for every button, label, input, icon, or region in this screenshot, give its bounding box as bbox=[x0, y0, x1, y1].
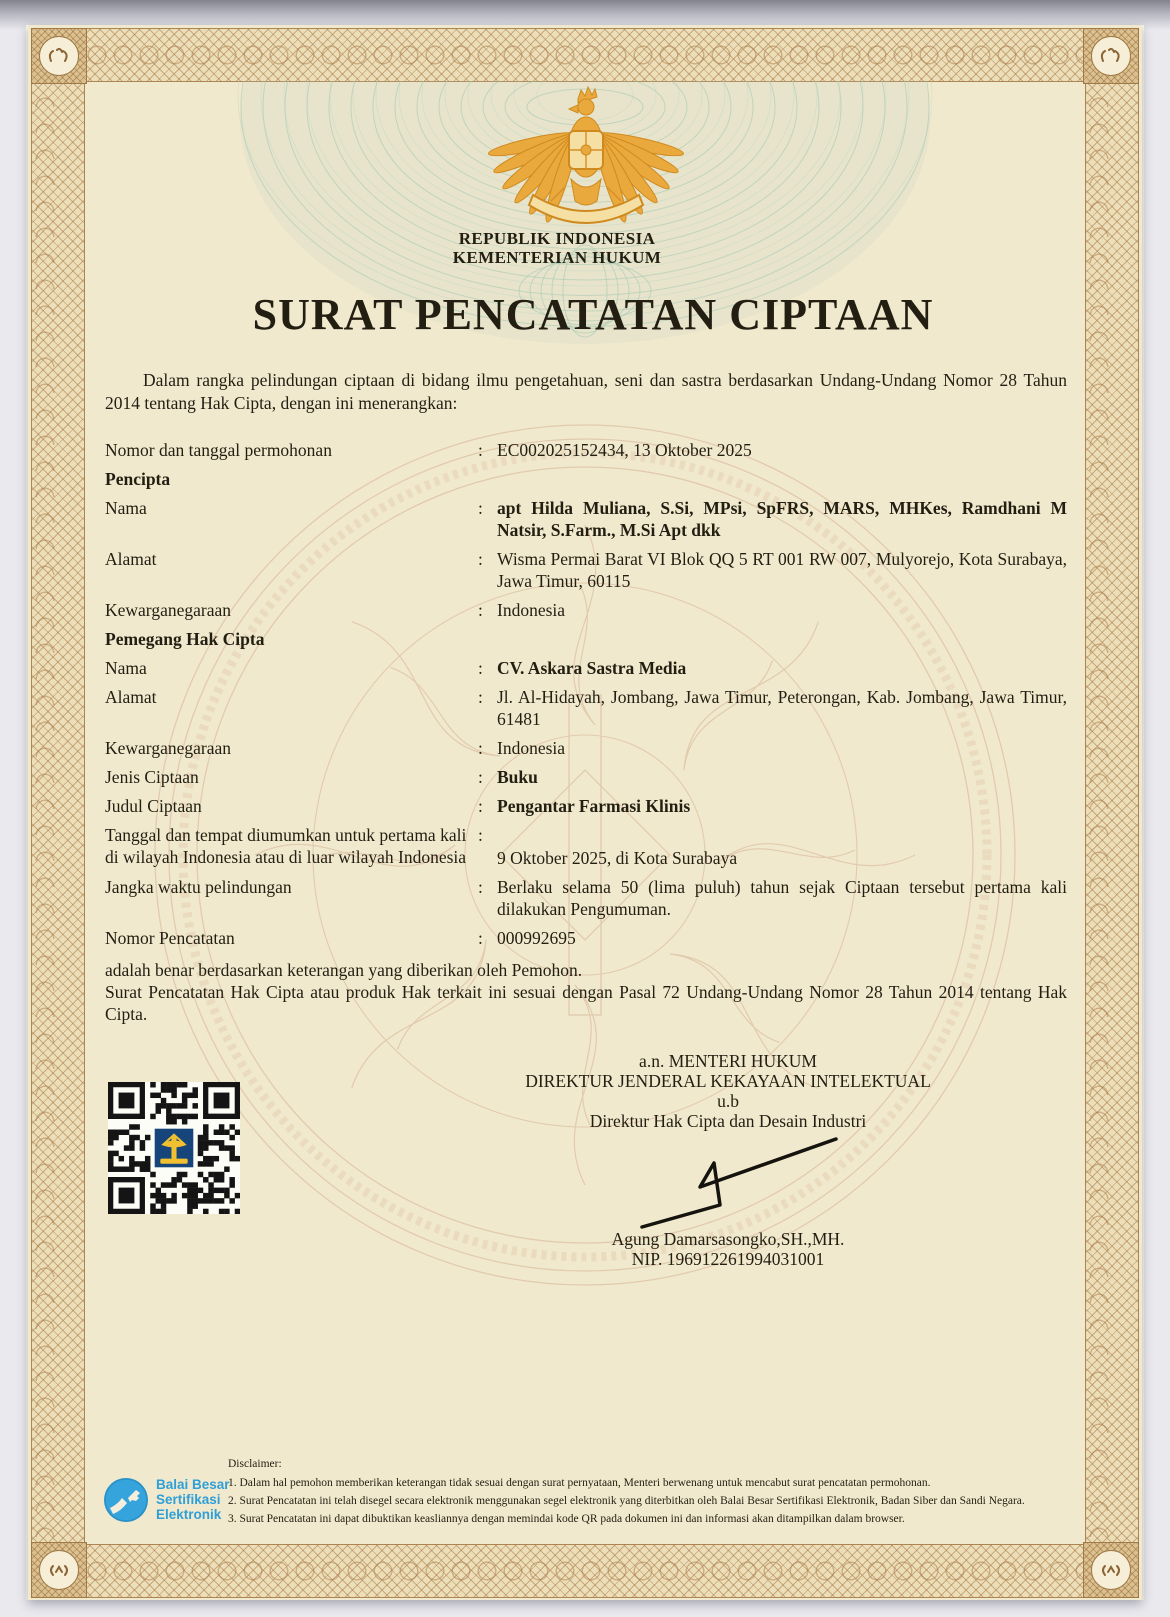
ministry-line: KEMENTERIAN HUKUM bbox=[452, 248, 662, 267]
border-frame-top bbox=[31, 28, 1139, 82]
signature-scribble bbox=[568, 1133, 888, 1229]
section-heading-pencipta: Pencipta bbox=[105, 469, 171, 489]
closing-line-2: Surat Pencatatan Hak Cipta atau produk Hak terkait ini sesuai dengan Pasal 72 Undang-Undang Nomor 28 Tahun 2014 tentang Hak Cipta. bbox=[105, 982, 1067, 1024]
bssn-globe-icon bbox=[104, 1478, 148, 1522]
field-row-creator-nationality: Kewarganegaraan : Indonesia bbox=[105, 600, 566, 620]
field-row-work-type: Jenis Ciptaan : Buku bbox=[105, 767, 538, 787]
field-row-holder-nationality: Kewarganegaraan : Indonesia bbox=[105, 738, 566, 758]
fields-table bbox=[105, 439, 1067, 1025]
signer-name: Agung Damarsasongko,SH.,MH. bbox=[611, 1229, 845, 1249]
corner-medallion bbox=[1083, 1542, 1139, 1598]
signature-block bbox=[408, 1051, 1048, 1269]
ub-line: u.b bbox=[717, 1091, 739, 1111]
field-row-first-publication: Tanggal dan tempat diumumkan untuk pertama kali di wilayah Indonesia atau di luar wilayah Indonesia : 9 Oktober 2025, di Kota Surabaya bbox=[105, 825, 738, 868]
corner-medallion bbox=[1083, 28, 1139, 84]
signer-nip: NIP. 196912261994031001 bbox=[631, 1249, 825, 1269]
section-heading-pemegang: Pemegang Hak Cipta bbox=[105, 629, 265, 649]
director-title-line: Direktur Hak Cipta dan Desain Industri bbox=[589, 1111, 867, 1131]
disclaimer-item-2: 2. Surat Pencatatan ini telah disegel secara elektronik menggunakan segel elektronik yang diterbitkan oleh Balai Besar Sertifikasi Elektronik, Badan Siber dan Sandi Negara. bbox=[228, 1495, 1025, 1507]
field-row-creator-name: Nama : apt Hilda Muliana, S.Si, MPsi, SpFRS, MARS, MHKes, Ramdhani M Natsir, S.Farm., M.Si Apt dkk bbox=[105, 498, 1067, 540]
field-row-protection-period: Jangka waktu pelindungan : Berlaku selama 50 (lima puluh) tahun sejak Ciptaan tersebut pertama kali dilakukan Pengumuman. bbox=[105, 877, 1067, 919]
field-row-holder-address: Alamat : Jl. Al-Hidayah, Jombang, Jawa Timur, Peterongan, Kab. Jombang, Jawa Timur, 61481 bbox=[105, 687, 1067, 729]
field-row-holder-name: Nama : CV. Askara Sastra Media bbox=[105, 658, 687, 678]
certificate-page bbox=[28, 25, 1142, 1600]
directorate-line: DIREKTUR JENDERAL KEKAYAAN INTELEKTUAL bbox=[525, 1071, 931, 1091]
corner-medallion bbox=[31, 1542, 87, 1598]
closing-line-1: adalah benar berdasarkan keterangan yang diberikan oleh Pemohon. bbox=[105, 960, 583, 980]
disclaimer-title: Disclaimer: bbox=[228, 1458, 282, 1470]
disclaimer-block bbox=[228, 1455, 1068, 1528]
field-row-application-number: Nomor dan tanggal permohonan : EC002025152434, 13 Oktober 2025 bbox=[105, 440, 752, 460]
field-row-registration-number: Nomor Pencatatan : 000992695 bbox=[105, 928, 576, 948]
bssn-logo bbox=[104, 1477, 230, 1522]
disclaimer-item-1: 1. Dalam hal pemohon memberikan keterangan tidak sesuai dengan surat pernyataan, Menteri berwenang untuk mencabut surat pencatatan permohonan. bbox=[228, 1477, 931, 1489]
field-row-creator-address: Alamat : Wisma Permai Barat VI Blok QQ 5 RT 001 RW 007, Mulyorejo, Kota Surabaya, Jawa Timur, 60115 bbox=[105, 549, 1067, 591]
on-behalf-line: a.n. MENTERI HUKUM bbox=[639, 1051, 817, 1071]
intro-paragraph: Dalam rangka pelindungan ciptaan di bidang ilmu pengetahuan, seni dan sastra berdasarkan Undang-Undang Nomor 28 Tahun 2014 tentang Hak Cipta, dengan ini menerangkan: bbox=[105, 370, 1067, 413]
certificate-title: SURAT PENCATATAN CIPTAAN bbox=[252, 290, 934, 339]
field-row-work-title: Judul Ciptaan : Pengantar Farmasi Klinis bbox=[105, 796, 691, 816]
republic-line: REPUBLIK INDONESIA bbox=[458, 229, 656, 248]
ministry-header bbox=[0, 229, 1114, 267]
border-frame-bottom bbox=[31, 1544, 1139, 1598]
disclaimer-item-3: 3. Surat Pencatatan ini dapat dibuktikan keasliannya dengan memindai kode QR pada dokumen ini dan informasi akan ditampilkan dalam browser. bbox=[228, 1513, 905, 1525]
closing-statement bbox=[105, 959, 1067, 1025]
corner-medallion bbox=[31, 28, 87, 84]
qr-code bbox=[108, 1082, 240, 1214]
bssn-logo-text: Balai Besar Sertifikasi Elektronik bbox=[156, 1477, 230, 1522]
